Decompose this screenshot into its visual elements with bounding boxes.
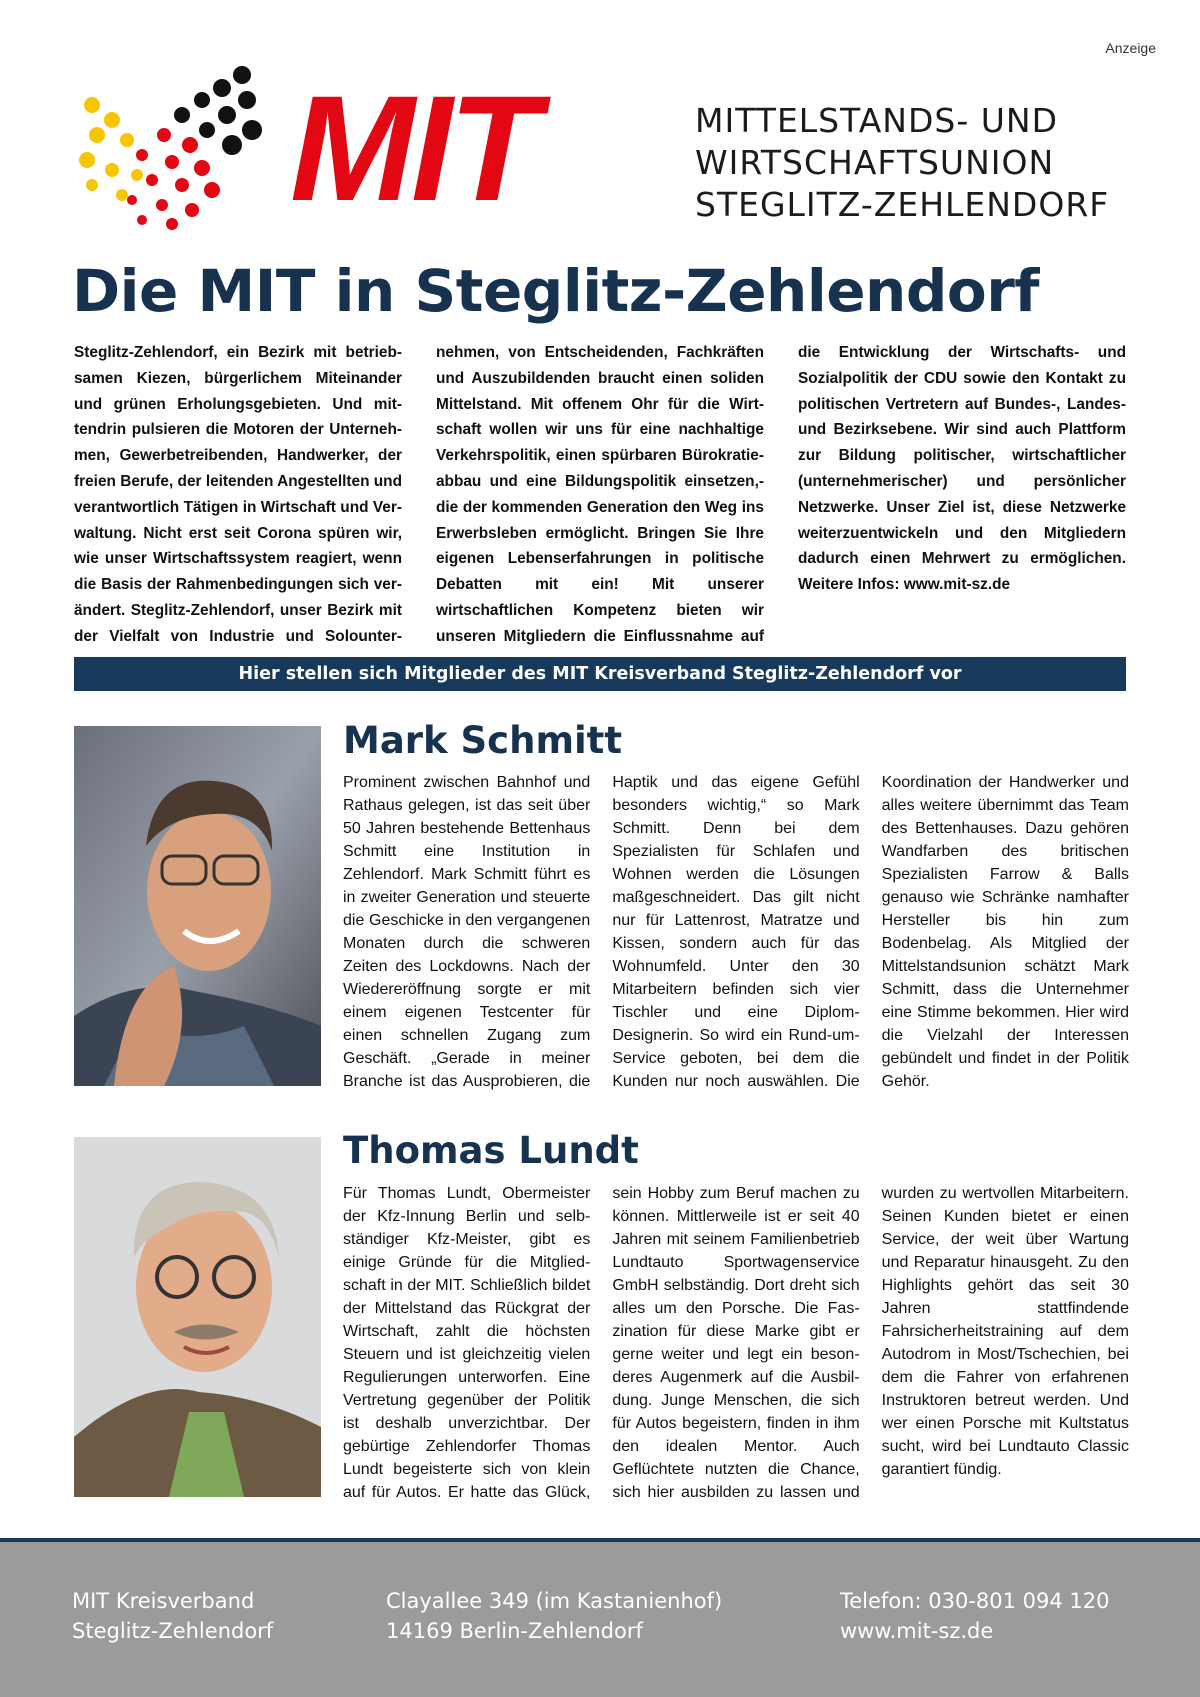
footer-phone: Telefon: 030-801 094 120 <box>840 1589 1110 1613</box>
portrait-thomas-lundt <box>74 1137 321 1497</box>
logo-dot <box>79 152 95 168</box>
logo-dot <box>137 215 147 225</box>
mit-logo-lettering <box>280 60 680 230</box>
member-bio-text: Für Thomas Lundt, Obermeister der Kfz-Innung Berlin und selbständiger Kfz-Meister, gibt es einige Gründe für die Mitgliedschaft in der MIT. Schließlich bildet der Mittelstand das Rückgrat der Wirtschaft, zahlt die höchsten Steuern und ist gleichzeitig vielen Regulierungen unterworfen. Eine Vertretung gegenüber der Politik ist deshalb unverzichtbar. Der gebürtige Zehlendorfer Thomas Lundt begeisterte sich von klein auf für Autos. Er hatte das Glück, sein Hobby zum Beruf machen zu können. Mittlerweile ist er seit 40 Jahren mit seinem Familienbetrieb Lundtauto Sportwagenservice GmbH selbständig. Dort dreht sich alles um den Porsche. Die Faszination für diese Marke gibt er gerne weiter und legt ein besonderes Augenmerk auf die Ausbildung. Junge Menschen, die sich für Autos begeistern, finden in ihm den idealen Mentor. Auch Geflüchtete nutzten die Chance, sich hier ausbilden zu lassen und wurden zu wertvollen Mitarbeitern. Seinen Kunden bietet er einen Service, der weit über Wartung und Reparatur hinausgeht. Zu den Highlights gehört das seit 30 Jahren stattfindende Fahrsicherheitstraining auf dem Autodrom in Most/Tschechien, bei dem die Fahrer von erfahrenen Instruktoren betreut werden. Und wer einen Porsche mit Kultstatus sucht, wird bei Lundtauto Classic garantiert fündig. <box>343 1185 1129 1501</box>
footer <box>0 1542 1200 1697</box>
logo-dot <box>233 66 251 84</box>
section-banner: Hier stellen sich Mitglieder des MIT Kreisverband Steglitz-Zehlendorf vor <box>74 657 1126 691</box>
member-bio-text: Prominent zwischen Bahnhof und Rathaus gelegen, ist das seit über 50 Jahren bestehende Bettenhaus Schmitt eine Institution in Zehlendorf. Mark Schmitt führt es in zweiter Generation und steuerte die Geschicke in den vergangenen Monaten durch die schweren Zeiten des Lockdowns. Nach der Wiedereröffnung sorgte er mit einem eigenen Testcenter für einen schnellen Zugang zum Geschäft. „Gerade in meiner Branche ist das Ausprobieren, die Haptik und das eigene Gefühl besonders wichtig,“ so Mark Schmitt. Denn bei dem Spezialisten für Schlafen und Wohnen werden die Lösungen maßgeschneidert. Das gilt nicht nur für Lattenrost, Matratze und Kissen, sondern auch für das Wohnumfeld. Unter den 30 Mitarbeitern befinden sich vier Tischler und eine Diplom-Designerin. So wird ein Rund-um-Service geboten, bei dem die Kunden nur noch auswählen. Die Koordination der Handwerker und alles weitere übernimmt das Team des Bettenhauses. Dazu gehören Wandfarben des britischen Spezialisten Farrow & Balls genauso wie Schränke namhafter Hersteller bis hin zum Bodenbelag. Als Mitglied der Mittelstandsunion schätzt Mark Schmitt, dass die Unternehmer eine Stimme bekommen. Hier wird die Vielzahl der Interessen gebündelt und findet in der Politik Gehör. <box>343 774 1129 1090</box>
member-name: Thomas Lundt <box>343 1129 639 1172</box>
org-name-line: WIRTSCHAFTSUNION <box>695 143 1055 182</box>
logo-dot <box>204 182 220 198</box>
intro-paragraph: Steglitz-Zehlendorf, ein Bezirk mit betriebsamen Kiezen, bürgerlichem Miteinander und grünen Erholungsgebieten. Und mittendrin pulsieren die Motoren der Unternehmen, Gewerbetreibenden, Handwerker, der freien Berufe, der leitenden Angestellten und verantwortlich Tätigen in Wirtschaft und Verwaltung. Nicht erst seit Corona spüren wir, wie unser Wirtschaftssystem reagiert, wenn die Basis der Rahmenbedingungen sich verändert. Steglitz-Zehlendorf, unser Bezirk mit der Vielfalt von Industrie und Solounternehmen, von Entscheidenden, Fachkräften und Auszubildenden braucht einen soliden Mittelstand. Mit offenem Ohr für die Wirtschaft wollen wir uns für eine nachhaltige Verkehrspolitik, einen spürbaren Bürokratieabbau und eine Bildungspolitik einsetzen,- die der kommenden Generation den Weg ins Erwerbsleben ermöglicht. Bringen Sie Ihre eigenen Lebenserfahrungen in politische Debatten mit ein! Mit unserer wirtschaftlichen Kompetenz bieten wir unseren Mitgliedern die Einflussnahme auf die Entwicklung der Wirtschafts- und Sozialpolitik der CDU sowie den Kontakt zu politischen Vertretern auf Bundes-, Landes- und Bezirksebene. Wir sind auch Plattform zur Bildung politischer, wirtschaftlicher (unternehmerischer) und persönlicher Netzwerke. Unser Ziel ist, diese Netzwerke weiterzuentwickeln und den Mitgliedern dadurch einen Mehrwert zu ermöglichen. Weitere Infos: www.mit-sz.de <box>74 344 1126 645</box>
logo-dot <box>218 106 236 124</box>
logo-dot <box>89 127 105 143</box>
logo-dot <box>136 149 148 161</box>
logo-dot <box>174 107 190 123</box>
logo-dot <box>175 178 189 192</box>
portrait-mark-schmitt <box>74 726 321 1086</box>
logo-dot <box>104 112 120 128</box>
logo-dot <box>182 137 198 153</box>
footer-address <box>386 1586 722 1646</box>
logo-dot <box>199 122 215 138</box>
member-bio <box>343 1182 1129 1504</box>
logo-dot <box>165 155 179 169</box>
ad-label: Anzeige <box>1105 40 1156 56</box>
logo-dot <box>157 128 171 142</box>
intro-text <box>74 340 1126 650</box>
logo-dot <box>84 97 100 113</box>
logo-dot <box>194 160 210 176</box>
logo-dot <box>131 169 143 181</box>
org-name-line: MITTELSTANDS- UND <box>695 101 1058 140</box>
footer-line: Clayallee 349 (im Kastanienhof) <box>386 1589 723 1613</box>
footer-line: Steglitz-Zehlendorf <box>72 1619 274 1643</box>
logo-dot <box>105 163 119 177</box>
logo-dot <box>127 195 137 205</box>
page-title: Die MIT in Steglitz-Zehlendorf <box>72 257 1040 325</box>
footer-organization <box>72 1586 273 1646</box>
footer-contact <box>840 1586 1110 1646</box>
logo-dot <box>242 120 262 140</box>
logo-dot <box>194 92 210 108</box>
footer-line: MIT Kreisverband <box>72 1589 255 1613</box>
logo-dot <box>185 203 199 217</box>
member-name: Mark Schmitt <box>343 719 623 762</box>
mit-logo-dots <box>72 60 272 230</box>
logo-dot <box>222 135 242 155</box>
org-name-line: STEGLITZ-ZEHLENDORF <box>695 185 1110 224</box>
member-bio <box>343 771 1129 1093</box>
logo-dot <box>166 218 178 230</box>
footer-website: www.mit-sz.de <box>840 1619 994 1643</box>
logo-dot <box>86 179 98 191</box>
logo-dot <box>213 79 231 97</box>
logo-dot <box>156 199 168 211</box>
logo-dot <box>238 91 256 109</box>
logo-dot <box>120 133 134 147</box>
footer-line: 14169 Berlin-Zehlendorf <box>386 1619 643 1643</box>
logo-dot <box>116 189 128 201</box>
logo-text: MIT <box>290 64 537 230</box>
logo-dot <box>146 174 158 186</box>
organization-name <box>695 100 1109 226</box>
